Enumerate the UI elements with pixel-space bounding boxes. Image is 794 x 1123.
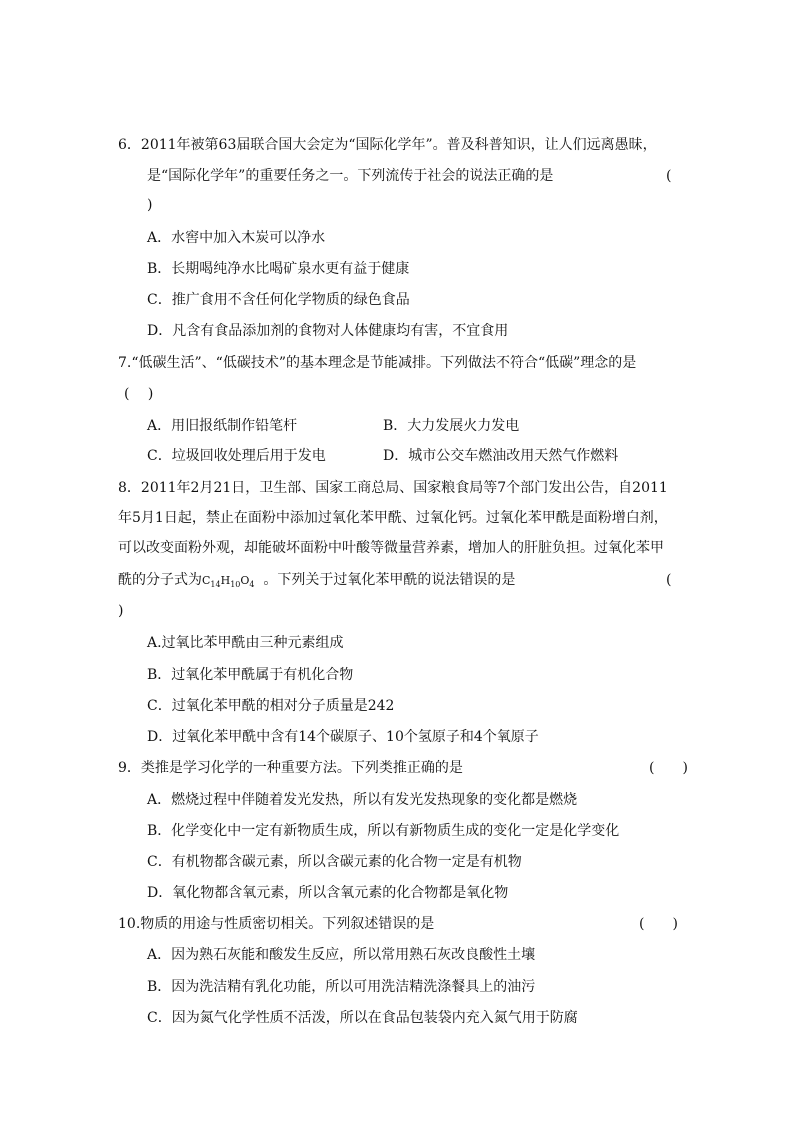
option-d: D．过氧化苯甲酰中含有14个碳原子、10个氢原子和4个氧原子: [147, 729, 539, 745]
question-stem-line: [118, 355, 636, 371]
option-c: C．有机物都含碳元素，所以含碳元素的化合物一定是有机物: [147, 854, 522, 870]
question-stem-line: 可以改变面粉外观，却能破坏面粉中叶酸等微量营养素，增加人的肝脏负担。过氧化苯甲: [118, 540, 664, 556]
answer-paren: ( ): [639, 916, 678, 932]
chemical-formula: $C_{14}H_{10}O_4$: [202, 574, 255, 589]
question-number: 10.: [118, 916, 141, 932]
option-a: A．用旧报纸制作铅笔杆: [147, 418, 298, 434]
option-a: A．因为熟石灰能和酸发生反应，所以常用熟石灰改良酸性土壤: [147, 947, 536, 963]
option-d: D．凡含有食品添加剂的食物对人体健康均有害，不宜食用: [147, 323, 509, 339]
answer-paren-close: ): [147, 197, 153, 213]
question-text: 物质的用途与性质密切相关。下列叙述错误的是: [140, 916, 435, 932]
option-b: B．过氧化苯甲酰属于有机化合物: [147, 667, 354, 683]
option-c: C．垃圾回收处理后用于发电: [147, 448, 326, 464]
question-stem-line: [118, 916, 434, 932]
answer-paren: ( ): [124, 386, 154, 402]
answer-paren-close: ): [118, 603, 124, 619]
option-c: C．因为氮气化学性质不活泼，所以在食品包装袋内充入氮气用于防腐: [147, 1010, 578, 1026]
option-b: B．化学变化中一定有新物质生成，所以有新物质生成的变化一定是化学变化: [147, 823, 620, 839]
question-text: “低碳生活”、“低碳技术”的基本理念是节能减排。下列做法不符合“低碳”理念的是: [131, 355, 637, 371]
question-text: 2011年被第63届联合国大会定为“国际化学年”。普及科普知识，让人们远离愚昧，: [140, 137, 657, 153]
question-stem-line: 酰的分子式为$C_{14}H_{10}O_4$ 。下列关于过氧化苯甲酰的说法错误的是: [118, 572, 516, 589]
question-text: 类推是学习化学的一种重要方法。下列类推正确的是: [140, 760, 463, 776]
question-stem-line: [118, 760, 463, 776]
question-text: 2011年2月21日，卫生部、国家工商总局、国家粮食局等7个部门发出公告，自2011: [140, 480, 668, 496]
question-stem-line: [118, 137, 657, 153]
option-a: A．燃烧过程中伴随着发光发热，所以有发光发热现象的变化都是燃烧: [147, 792, 578, 808]
question-number: 7.: [118, 355, 132, 371]
answer-paren-open: (: [666, 572, 672, 588]
option-c: C．推广食用不含任何化学物质的绿色食品: [147, 292, 410, 308]
question-stem-line: 年5月1日起，禁止在面粉中添加过氧化苯甲酰、过氧化钙。过氧化苯甲酰是面粉增白剂，: [118, 510, 668, 526]
answer-paren: ( ): [649, 760, 688, 776]
question-stem-line: 是“国际化学年”的重要任务之一。下列流传于社会的说法正确的是: [147, 168, 554, 184]
option-d: D．氧化物都含氧元素，所以含氧元素的化合物都是氧化物: [147, 885, 509, 901]
option-b: B．大力发展火力发电: [383, 418, 520, 434]
answer-paren-open: (: [666, 168, 672, 184]
question-number: 6．: [118, 137, 141, 153]
question-number: 9．: [118, 760, 141, 776]
question-stem-line: [118, 480, 668, 496]
option-a: A.过氧比苯甲酰由三种元素组成: [147, 635, 344, 651]
option-c: C．过氧化苯甲酰的相对分子质量是242: [147, 698, 395, 714]
option-b: B．长期喝纯净水比喝矿泉水更有益于健康: [147, 261, 410, 277]
option-b: B．因为洗洁精有乳化功能，所以可用洗洁精洗涤餐具上的油污: [147, 979, 536, 995]
option-d: D．城市公交车燃油改用天然气作燃料: [383, 448, 619, 464]
question-number: 8．: [118, 480, 141, 496]
option-a: A．水窖中加入木炭可以净水: [147, 230, 326, 246]
